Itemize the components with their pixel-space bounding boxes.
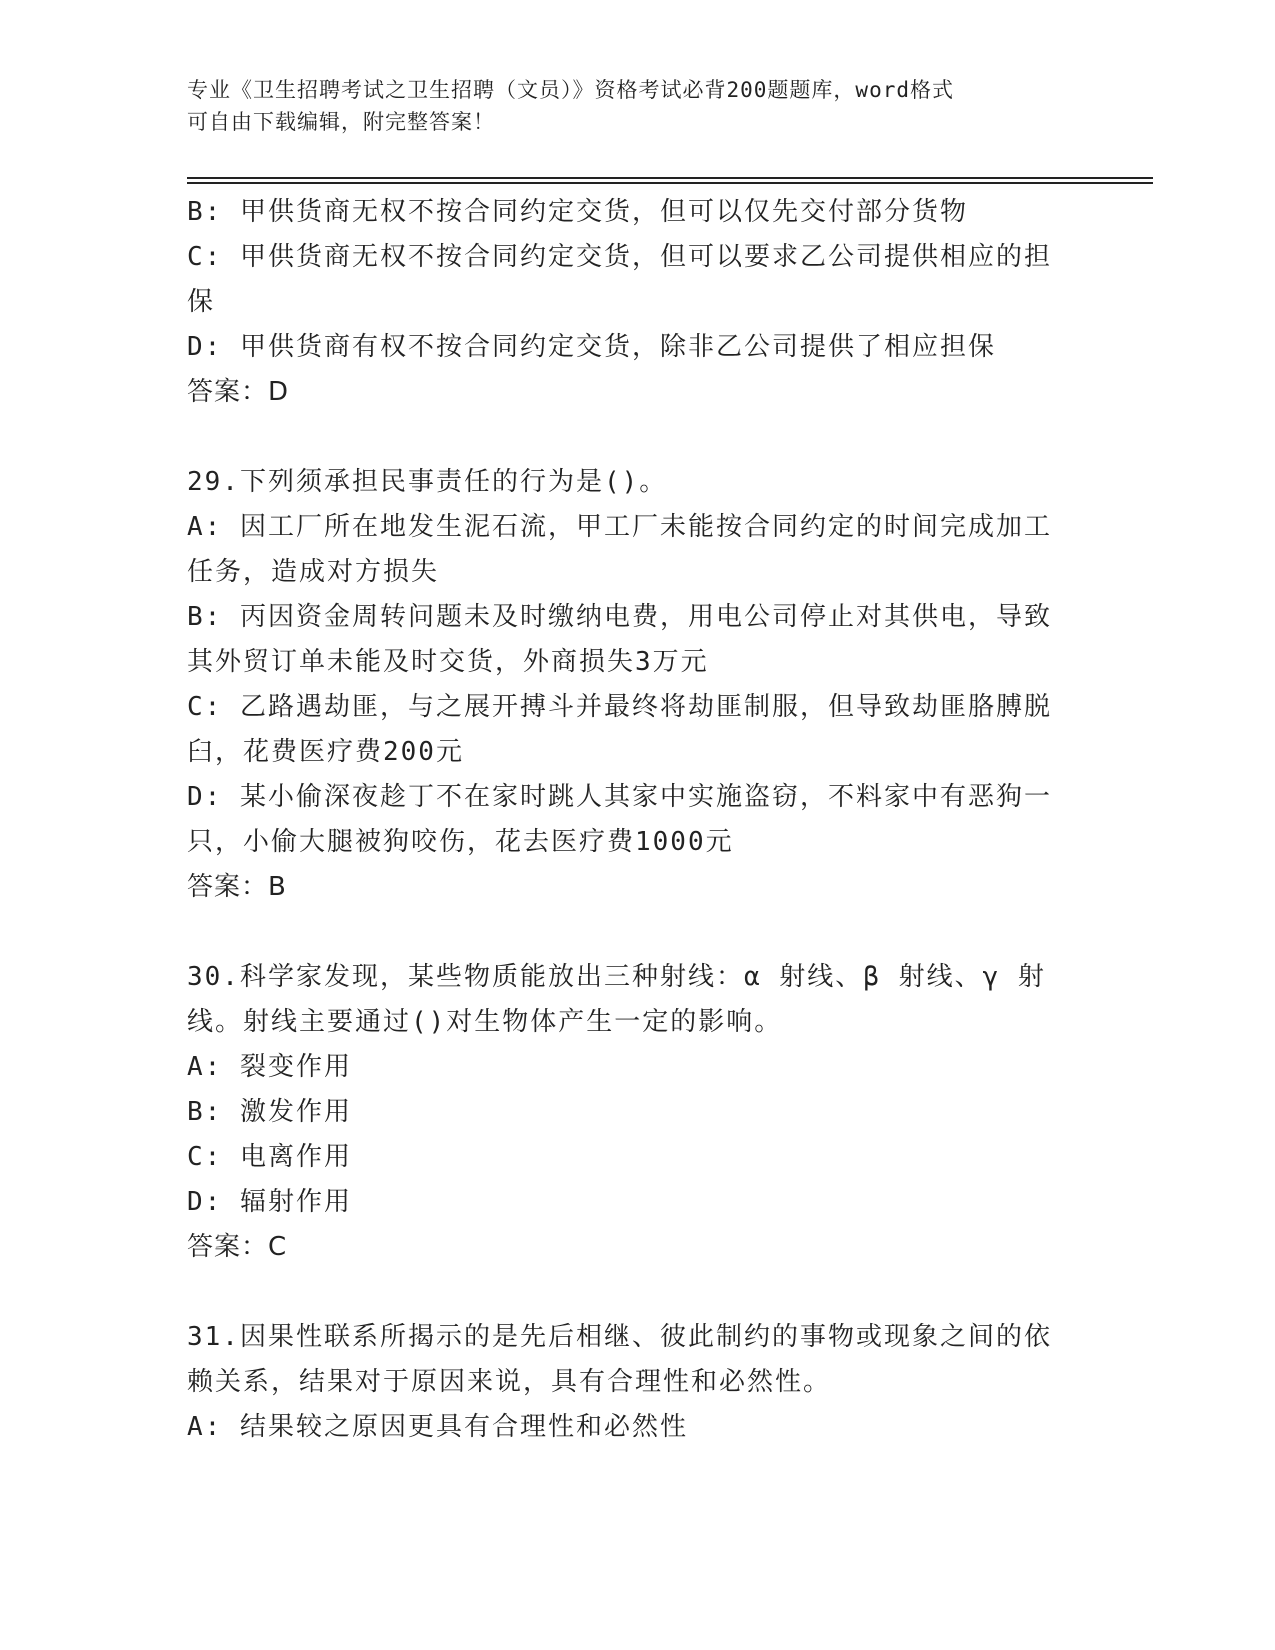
q31-stem-line-1: 31.因果性联系所揭示的是先后相继、彼此制约的事物或现象之间的依: [187, 1322, 1052, 1352]
question-30: [187, 955, 1067, 1270]
spacer: [187, 1270, 1067, 1315]
q31-stem-line-2: 赖关系，结果对于原因来说，具有合理性和必然性。: [187, 1367, 832, 1397]
q29-option-a-line-2: 任务，造成对方损失: [187, 557, 440, 587]
header-title-line-2: 可自由下载编辑，附完整答案！: [187, 110, 495, 134]
q28-answer: 答案：D: [187, 377, 290, 407]
document-header: [187, 74, 1067, 138]
q28-option-b: B: 甲供货商无权不按合同约定交货，但可以仅先交付部分货物: [187, 197, 968, 227]
header-title-line-1: 专业《卫生招聘考试之卫生招聘（文员）》资格考试必背200题题库，word格式: [187, 78, 954, 102]
spacer: [187, 910, 1067, 955]
q29-stem: 29.下列须承担民事责任的行为是()。: [187, 467, 668, 497]
q28-option-c-line-2: 保: [187, 287, 216, 317]
q29-option-a-line-1: A: 因工厂所在地发生泥石流，甲工厂未能按合同约定的时间完成加工: [187, 512, 1052, 542]
q29-option-c-line-2: 臼，花费医疗费200元: [187, 737, 464, 767]
spacer: [187, 415, 1067, 460]
q29-answer: 答案：B: [187, 872, 287, 902]
q29-option-d-line-2: 只，小偷大腿被狗咬伤，花去医疗费1000元: [187, 827, 734, 857]
header-rule-top: [187, 177, 1153, 179]
q31-option-a: A: 结果较之原因更具有合理性和必然性: [187, 1412, 688, 1442]
q30-stem-line-2: 线。射线主要通过()对生物体产生一定的影响。: [187, 1007, 783, 1037]
question-31: [187, 1315, 1067, 1450]
q30-stem-line-1: 30.科学家发现，某些物质能放出三种射线：α 射线、β 射线、γ 射: [187, 962, 1046, 992]
q29-option-b-line-1: B: 丙因资金周转问题未及时缴纳电费，用电公司停止对其供电，导致: [187, 602, 1052, 632]
question-29: [187, 460, 1067, 910]
q30-option-d: D: 辐射作用: [187, 1187, 352, 1217]
q28-option-d: D: 甲供货商有权不按合同约定交货，除非乙公司提供了相应担保: [187, 332, 996, 362]
q29-option-b-line-2: 其外贸订单未能及时交货，外商损失3万元: [187, 647, 709, 677]
header-rule-bottom: [187, 182, 1153, 184]
q30-answer: 答案：C: [187, 1232, 288, 1262]
q30-option-c: C: 电离作用: [187, 1142, 352, 1172]
q29-option-d-line-1: D: 某小偷深夜趁丁不在家时跳人其家中实施盗窃，不料家中有恶狗一: [187, 782, 1052, 812]
q30-option-a: A: 裂变作用: [187, 1052, 352, 1082]
q28-option-c-line-1: C: 甲供货商无权不按合同约定交货，但可以要求乙公司提供相应的担: [187, 242, 1052, 272]
q30-option-b: B: 激发作用: [187, 1097, 352, 1127]
q29-option-c-line-1: C: 乙路遇劫匪，与之展开搏斗并最终将劫匪制服，但导致劫匪胳膊脱: [187, 692, 1052, 722]
question-28-tail: [187, 190, 1067, 415]
question-content: [187, 190, 1067, 1450]
